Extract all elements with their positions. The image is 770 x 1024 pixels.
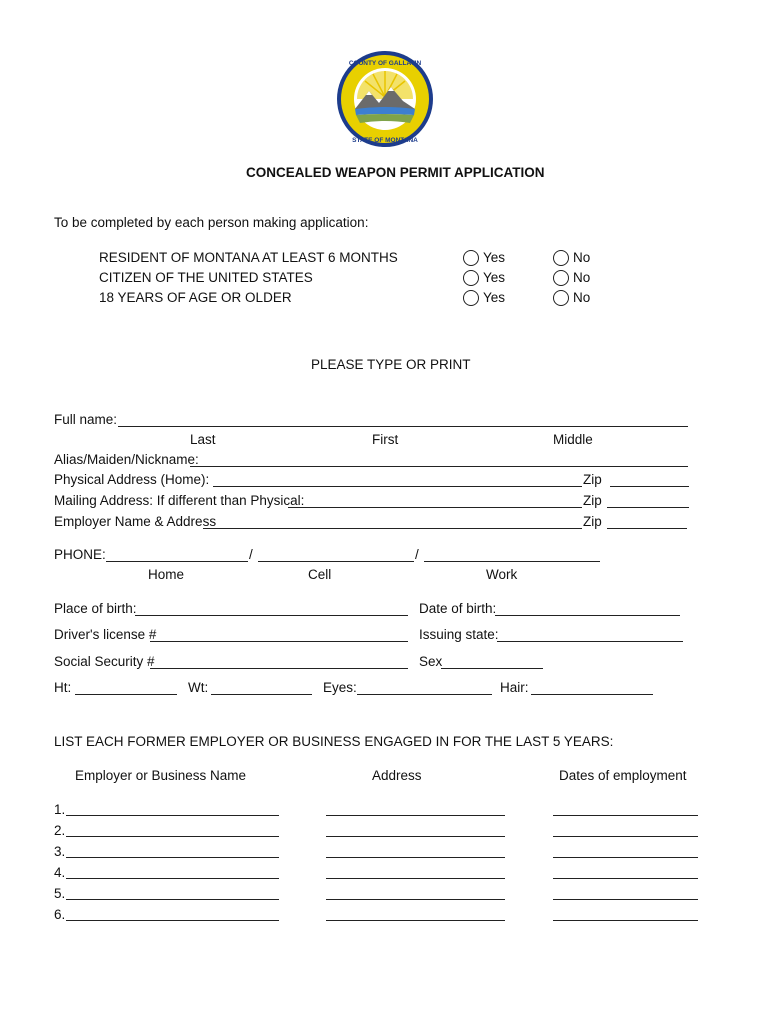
phone-separator-1: /	[249, 547, 253, 562]
dates-column-header: Dates of employment	[559, 768, 687, 783]
employer-name-field[interactable]	[66, 836, 279, 837]
physical-zip-field[interactable]	[610, 486, 689, 487]
age-no-label: No	[573, 290, 591, 305]
phone-cell-field[interactable]	[258, 561, 414, 562]
phone-work-caption: Work	[486, 567, 518, 582]
full-name-field[interactable]	[118, 426, 688, 427]
employer-address-label: Employer Name & Address	[54, 514, 217, 529]
employer-zip-field[interactable]	[607, 528, 687, 529]
employer-zip-label: Zip	[583, 514, 602, 529]
phone-home-field[interactable]	[106, 561, 248, 562]
employer-address-row-field[interactable]	[326, 836, 505, 837]
mailing-address-field[interactable]	[288, 507, 582, 508]
employer-name-field[interactable]	[66, 857, 279, 858]
employer-row-number: 5.	[54, 886, 66, 901]
employer-row-number: 4.	[54, 865, 66, 880]
mailing-address-label: Mailing Address: If different than Physical:	[54, 493, 305, 508]
employer-dates-field[interactable]	[553, 836, 698, 837]
employer-dates-field[interactable]	[553, 815, 698, 816]
former-employers-heading: LIST EACH FORMER EMPLOYER OR BUSINESS ENGAGED IN FOR THE LAST 5 YEARS:	[54, 734, 614, 749]
social-security-label: Social Security #	[54, 654, 155, 669]
employer-dates-field[interactable]	[553, 920, 698, 921]
middle-name-caption: Middle	[553, 432, 593, 447]
county-seal-logo	[335, 49, 435, 149]
issuing-state-label: Issuing state:	[419, 627, 499, 642]
hair-field[interactable]	[531, 694, 653, 695]
citizen-no-radio[interactable]	[553, 270, 569, 286]
employer-name-field[interactable]	[66, 899, 279, 900]
sex-field[interactable]	[441, 668, 543, 669]
residency-no-radio[interactable]	[553, 250, 569, 266]
weight-label: Wt:	[188, 680, 209, 695]
drivers-license-field[interactable]	[150, 641, 408, 642]
employer-address-row-field[interactable]	[326, 815, 505, 816]
full-name-label: Full name:	[54, 412, 118, 427]
age-yes-label: Yes	[483, 290, 506, 305]
employer-dates-field[interactable]	[553, 878, 698, 879]
employer-name-field[interactable]	[66, 815, 279, 816]
social-security-field[interactable]	[150, 668, 408, 669]
intro-text: To be completed by each person making application:	[54, 215, 369, 230]
employer-row-number: 3.	[54, 844, 66, 859]
residency-yes-radio[interactable]	[463, 250, 479, 266]
physical-zip-label: Zip	[583, 472, 602, 487]
height-field[interactable]	[75, 694, 177, 695]
employer-column-header: Employer or Business Name	[75, 768, 247, 783]
place-of-birth-label: Place of birth:	[54, 601, 137, 616]
mailing-zip-field[interactable]	[607, 507, 689, 508]
phone-label: PHONE:	[54, 547, 106, 562]
age-no-radio[interactable]	[553, 290, 569, 306]
issuing-state-field[interactable]	[497, 641, 683, 642]
residency-no-label: No	[573, 250, 591, 265]
employer-row-number: 6.	[54, 907, 66, 922]
phone-work-field[interactable]	[424, 561, 600, 562]
employer-row-number: 2.	[54, 823, 66, 838]
employer-address-field[interactable]	[203, 528, 582, 529]
employer-address-row-field[interactable]	[326, 857, 505, 858]
employer-address-row-field[interactable]	[326, 920, 505, 921]
first-name-caption: First	[372, 432, 399, 447]
employer-name-field[interactable]	[66, 878, 279, 879]
employer-address-row-field[interactable]	[326, 899, 505, 900]
type-or-print-note: PLEASE TYPE OR PRINT	[311, 357, 471, 372]
physical-address-label: Physical Address (Home):	[54, 472, 210, 487]
weight-field[interactable]	[211, 694, 312, 695]
employer-name-field[interactable]	[66, 920, 279, 921]
phone-home-caption: Home	[148, 567, 185, 582]
sex-label: Sex	[419, 654, 443, 669]
employer-dates-field[interactable]	[553, 857, 698, 858]
svg-text:STATE OF MONTANA: STATE OF MONTANA	[352, 137, 418, 144]
eligibility-label-residency: RESIDENT OF MONTANA AT LEAST 6 MONTHS	[99, 250, 398, 265]
drivers-license-label: Driver's license #	[54, 627, 157, 642]
last-name-caption: Last	[190, 432, 216, 447]
age-yes-radio[interactable]	[463, 290, 479, 306]
citizen-no-label: No	[573, 270, 591, 285]
mailing-zip-label: Zip	[583, 493, 602, 508]
date-of-birth-label: Date of birth:	[419, 601, 497, 616]
residency-yes-label: Yes	[483, 250, 506, 265]
physical-address-field[interactable]	[213, 486, 582, 487]
hair-label: Hair:	[500, 680, 529, 695]
alias-label: Alias/Maiden/Nickname:	[54, 452, 199, 467]
eyes-label: Eyes:	[323, 680, 357, 695]
phone-separator-2: /	[415, 547, 419, 562]
svg-text:COUNTY OF GALLATIN: COUNTY OF GALLATIN	[348, 60, 422, 67]
eligibility-label-age: 18 YEARS OF AGE OR OLDER	[99, 290, 292, 305]
alias-field[interactable]	[190, 466, 688, 467]
address-column-header: Address	[372, 768, 422, 783]
date-of-birth-field[interactable]	[495, 615, 680, 616]
phone-cell-caption: Cell	[308, 567, 332, 582]
employer-address-row-field[interactable]	[326, 878, 505, 879]
citizen-yes-radio[interactable]	[463, 270, 479, 286]
eyes-field[interactable]	[357, 694, 492, 695]
height-label: Ht:	[54, 680, 72, 695]
eligibility-label-citizen: CITIZEN OF THE UNITED STATES	[99, 270, 313, 285]
employer-dates-field[interactable]	[553, 899, 698, 900]
citizen-yes-label: Yes	[483, 270, 506, 285]
place-of-birth-field[interactable]	[135, 615, 408, 616]
form-title: CONCEALED WEAPON PERMIT APPLICATION	[246, 165, 545, 180]
employer-row-number: 1.	[54, 802, 66, 817]
